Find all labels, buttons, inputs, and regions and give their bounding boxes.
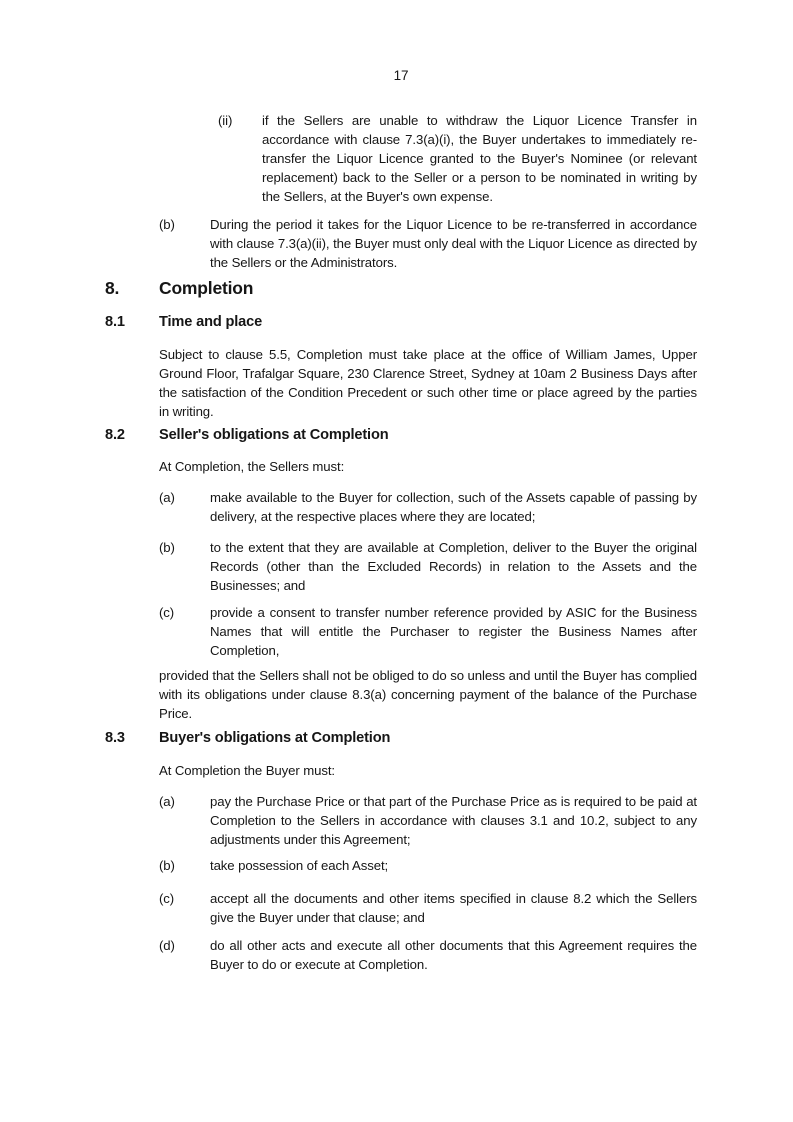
section-number: 8.1 (105, 314, 125, 330)
clause-text: During the period it takes for the Liquor Licence to be re-transferred in accordance with clause 7.3(a)(ii), the Buyer must only deal with the Liquor Licence as directed by the Sellers or the Administrators. (210, 217, 697, 270)
clause-label: (ii) (218, 113, 233, 128)
section-number: 8.3 (105, 730, 125, 746)
section-8-1-heading (105, 313, 697, 331)
clause-8-3-a (159, 792, 697, 849)
clause-text: if the Sellers are unable to withdraw the Liquor Licence Transfer in accordance with clause 7.3(a)(i), the Buyer undertakes to immediately re-transfer the Liquor Licence granted to the Buyer's Nominee (or relevant replacement) back to the Seller or a person to be nominated in writing by the Sellers, at the Buyer's own expense. (262, 113, 697, 204)
clause-8-3-d (159, 936, 697, 974)
section-title: Seller's obligations at Completion (159, 427, 389, 443)
clause-8-3-b (159, 856, 697, 875)
clause-text: make available to the Buyer for collection, such of the Assets capable of passing by delivery, at the respective places where they are located; (210, 490, 697, 524)
clause-8-2-a (159, 488, 697, 526)
section-number: 8.2 (105, 427, 125, 443)
clause-label: (d) (159, 938, 175, 953)
clause-label: (b) (159, 858, 175, 873)
section-8-3-heading (105, 729, 697, 747)
section-8-2-intro: At Completion, the Sellers must: (159, 459, 345, 474)
clause-7-3-a-ii (218, 111, 697, 206)
section-title: Time and place (159, 314, 263, 330)
clause-text: accept all the documents and other items specified in clause 8.2 which the Sellers give the Buyer under that clause; and (210, 891, 697, 925)
section-8-1-body: Subject to clause 5.5, Completion must take place at the office of William James, Upper Ground Floor, Trafalgar Square, 230 Clarence Street, Sydney at 10am 2 Business Days after the satisfaction of the Condition Precedent or such other time or place agreed by the parties in writing. (159, 347, 697, 419)
clause-label: (a) (159, 794, 175, 809)
clause-7-3-b (159, 215, 697, 272)
section-number: 8. (105, 278, 120, 298)
clause-label: (b) (159, 540, 175, 555)
clause-text: pay the Purchase Price or that part of the Purchase Price as is required to be paid at Completion to the Sellers in accordance with clauses 3.1 and 10.2, subject to any adjustments under this Agreement; (210, 794, 697, 847)
clause-label: (a) (159, 490, 175, 505)
section-8-heading (105, 278, 697, 299)
section-8-3-intro: At Completion the Buyer must: (159, 763, 335, 778)
section-8-2-heading (105, 426, 697, 444)
clause-text: take possession of each Asset; (210, 858, 389, 873)
section-title: Completion (159, 278, 254, 298)
section-8-2-proviso: provided that the Sellers shall not be obliged to do so unless and until the Buyer has complied with its obligations under clause 8.3(a) concerning payment of the balance of the Purchase Price. (159, 668, 697, 721)
clause-8-2-b (159, 538, 697, 595)
clause-text: to the extent that they are available at Completion, deliver to the Buyer the original Records (other than the Excluded Records) in relation to the Assets and the Businesses; and (210, 540, 697, 593)
clause-label: (c) (159, 605, 175, 620)
clause-label: (c) (159, 891, 175, 906)
clause-label: (b) (159, 217, 175, 232)
clause-8-3-c (159, 889, 697, 927)
section-title: Buyer's obligations at Completion (159, 730, 391, 746)
clause-8-2-c (159, 603, 697, 660)
clause-text: do all other acts and execute all other documents that this Agreement requires the Buyer to do or execute at Completion. (210, 938, 697, 972)
page-number: 17 (393, 68, 409, 83)
clause-text: provide a consent to transfer number reference provided by ASIC for the Business Names that will entitle the Purchaser to register the Business Names after Completion, (210, 605, 697, 658)
